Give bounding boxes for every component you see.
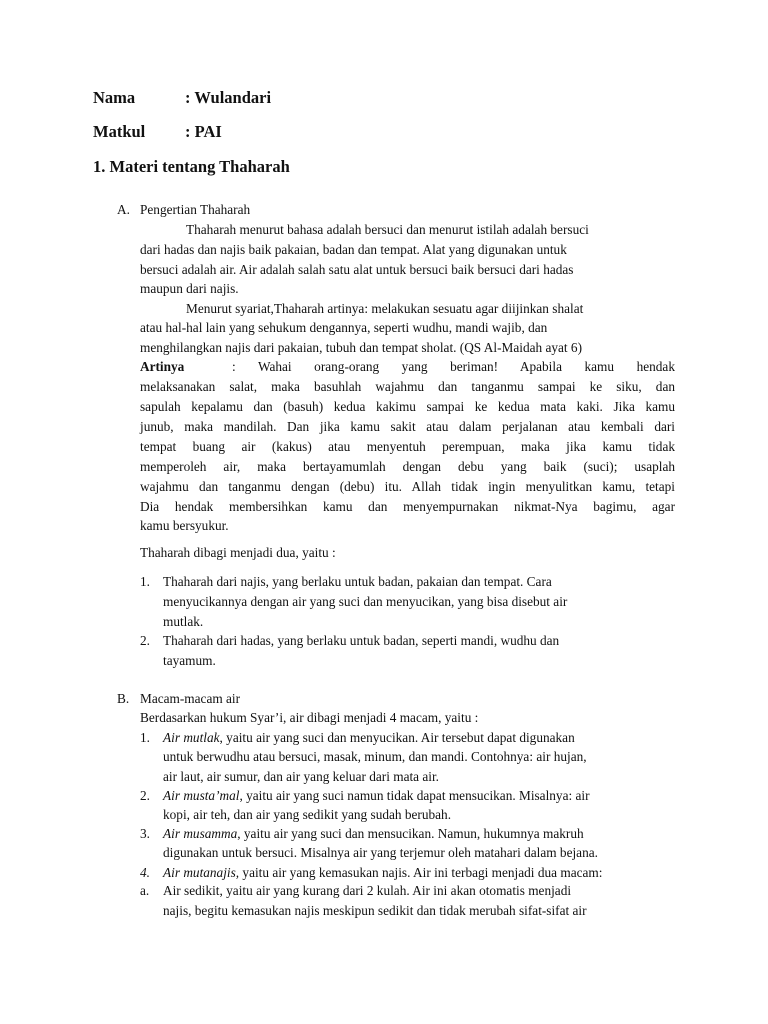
paragraph-line: maupun dari najis. — [140, 281, 239, 296]
list-number: 2. — [140, 633, 150, 648]
list-item-line: air laut, air sumur, dan air yang keluar dari mata air. — [163, 769, 440, 784]
list-item-line: mutlak. — [163, 614, 204, 629]
nama-label: Nama — [93, 88, 136, 107]
list-item-line: Air mutanajis, yaitu air yang kemasukan najis. Air ini terbagi menjadi dua macam: — [163, 865, 603, 880]
paragraph-line: Menurut syariat,Thaharah artinya: melakukan sesuatu agar diijinkan shalat — [186, 301, 584, 316]
list-item-line: Thaharah dari najis, yang berlaku untuk badan, pakaian dan tempat. Cara — [163, 574, 552, 589]
list-item-line: tayamum. — [163, 653, 216, 668]
section-b-marker: B. — [117, 691, 130, 706]
section-title: 1. Materi tentang Thaharah — [93, 157, 290, 176]
matkul-value: : PAI — [185, 122, 222, 141]
term-air-mutlak: Air mutlak — [163, 730, 220, 745]
division-intro: Thaharah dibagi menjadi dua, yaitu : — [140, 545, 336, 560]
sub-list-marker: a. — [140, 883, 150, 898]
artinya-line: melaksanakan salat, maka basuhlah wajahmu dan tanganmu sampai ke siku, dan — [140, 379, 675, 394]
list-number: 4. — [140, 865, 150, 880]
artinya-label: Artinya — [140, 359, 185, 374]
paragraph-line: bersuci adalah air. Air adalah salah satu alat untuk bersuci baik bersuci dari hadas — [140, 262, 574, 277]
artinya-line: kamu bersyukur. — [140, 518, 229, 533]
matkul-label: Matkul — [93, 122, 146, 141]
section-b-title: Macam-macam air — [140, 691, 241, 706]
paragraph-line: Thaharah menurut bahasa adalah bersuci dan menurut istilah adalah bersuci — [186, 222, 589, 237]
list-number: 2. — [140, 788, 150, 803]
paragraph-line: atau hal-hal lain yang sehukum dengannya, seperti wudhu, mandi wajib, dan — [140, 320, 548, 335]
sub-list-line: najis, begitu kemasukan najis meskipun sedikit dan tidak merubah sifat-sifat air — [163, 903, 587, 918]
list-item-line: Thaharah dari hadas, yang berlaku untuk badan, seperti mandi, wudhu dan — [163, 633, 560, 648]
sub-list-line: Air sedikit, yaitu air yang kurang dari 2 kulah. Air ini akan otomatis menjadi — [163, 883, 572, 898]
section-a-title: Pengertian Thaharah — [140, 202, 251, 217]
artinya-line: tempat buang air (kakus) atau menyentuh perempuan, maka jika kamu tidak — [140, 439, 675, 454]
artinya-line: sapulah kepalamu dan (basuh) kedua kakimu sampai ke kedua mata kaki. Jika kamu — [140, 399, 675, 414]
artinya-line: wajahmu dan tanganmu dengan (debu) itu. Allah tidak ingin menyulitkan kamu, tetapi — [140, 479, 675, 494]
list-item-line: digunakan untuk bersuci. Misalnya air yang terjemur oleh matahari dalam bejana. — [163, 845, 598, 860]
list-number: 1. — [140, 574, 150, 589]
artinya-line: memperoleh air, maka bertayamumlah dengan debu yang baik (suci); usaplah — [140, 459, 675, 474]
section-a-marker: A. — [117, 202, 130, 217]
term-air-mutanajis: Air mutanajis, — [163, 865, 240, 880]
list-number: 1. — [140, 730, 150, 745]
term-air-mustamal: Air musta’mal — [163, 788, 240, 803]
paragraph-line: dari hadas dan najis baik pakaian, badan dan tempat. Alat yang digunakan untuk — [140, 242, 567, 257]
list-number: 3. — [140, 826, 150, 841]
section-b-intro: Berdasarkan hukum Syar’i, air dibagi menjadi 4 macam, yaitu : — [140, 710, 479, 725]
artinya-first-line: : Wahai orang-orang yang beriman! Apabila kamu hendak — [232, 359, 675, 374]
artinya-line: Dia hendak membersihkan kamu dan menyempurnakan nikmat-Nya bagimu, agar — [140, 499, 675, 514]
list-item-line: kopi, air teh, dan air yang sedikit yang sudah berubah. — [163, 807, 452, 822]
list-item-line: untuk berwudhu atau bersuci, masak, minum, dan mandi. Contohnya: air hujan, — [163, 749, 587, 764]
list-item-line: Air mutlak, yaitu air yang suci dan menyucikan. Air tersebut dapat digunakan — [163, 730, 575, 745]
term-air-musamma: Air musamma — [163, 826, 238, 841]
nama-value: : Wulandari — [185, 88, 272, 107]
list-item-line: Air musta’mal, yaitu air yang suci namun tidak dapat mensucikan. Misalnya: air — [163, 788, 590, 803]
artinya-line: junub, maka mandilah. Dan jika kamu sakit atau dalam perjalanan atau kembali dari — [140, 419, 675, 434]
list-item-line: menyucikannya dengan air yang suci dan menyucikan, yang bisa disebut air — [163, 594, 568, 609]
paragraph-line: menghilangkan najis dari pakaian, tubuh dan tempat sholat. (QS Al-Maidah ayat 6) — [140, 340, 583, 355]
list-item-line: Air musamma, yaitu air yang suci dan mensucikan. Namun, hukumnya makruh — [163, 826, 584, 841]
